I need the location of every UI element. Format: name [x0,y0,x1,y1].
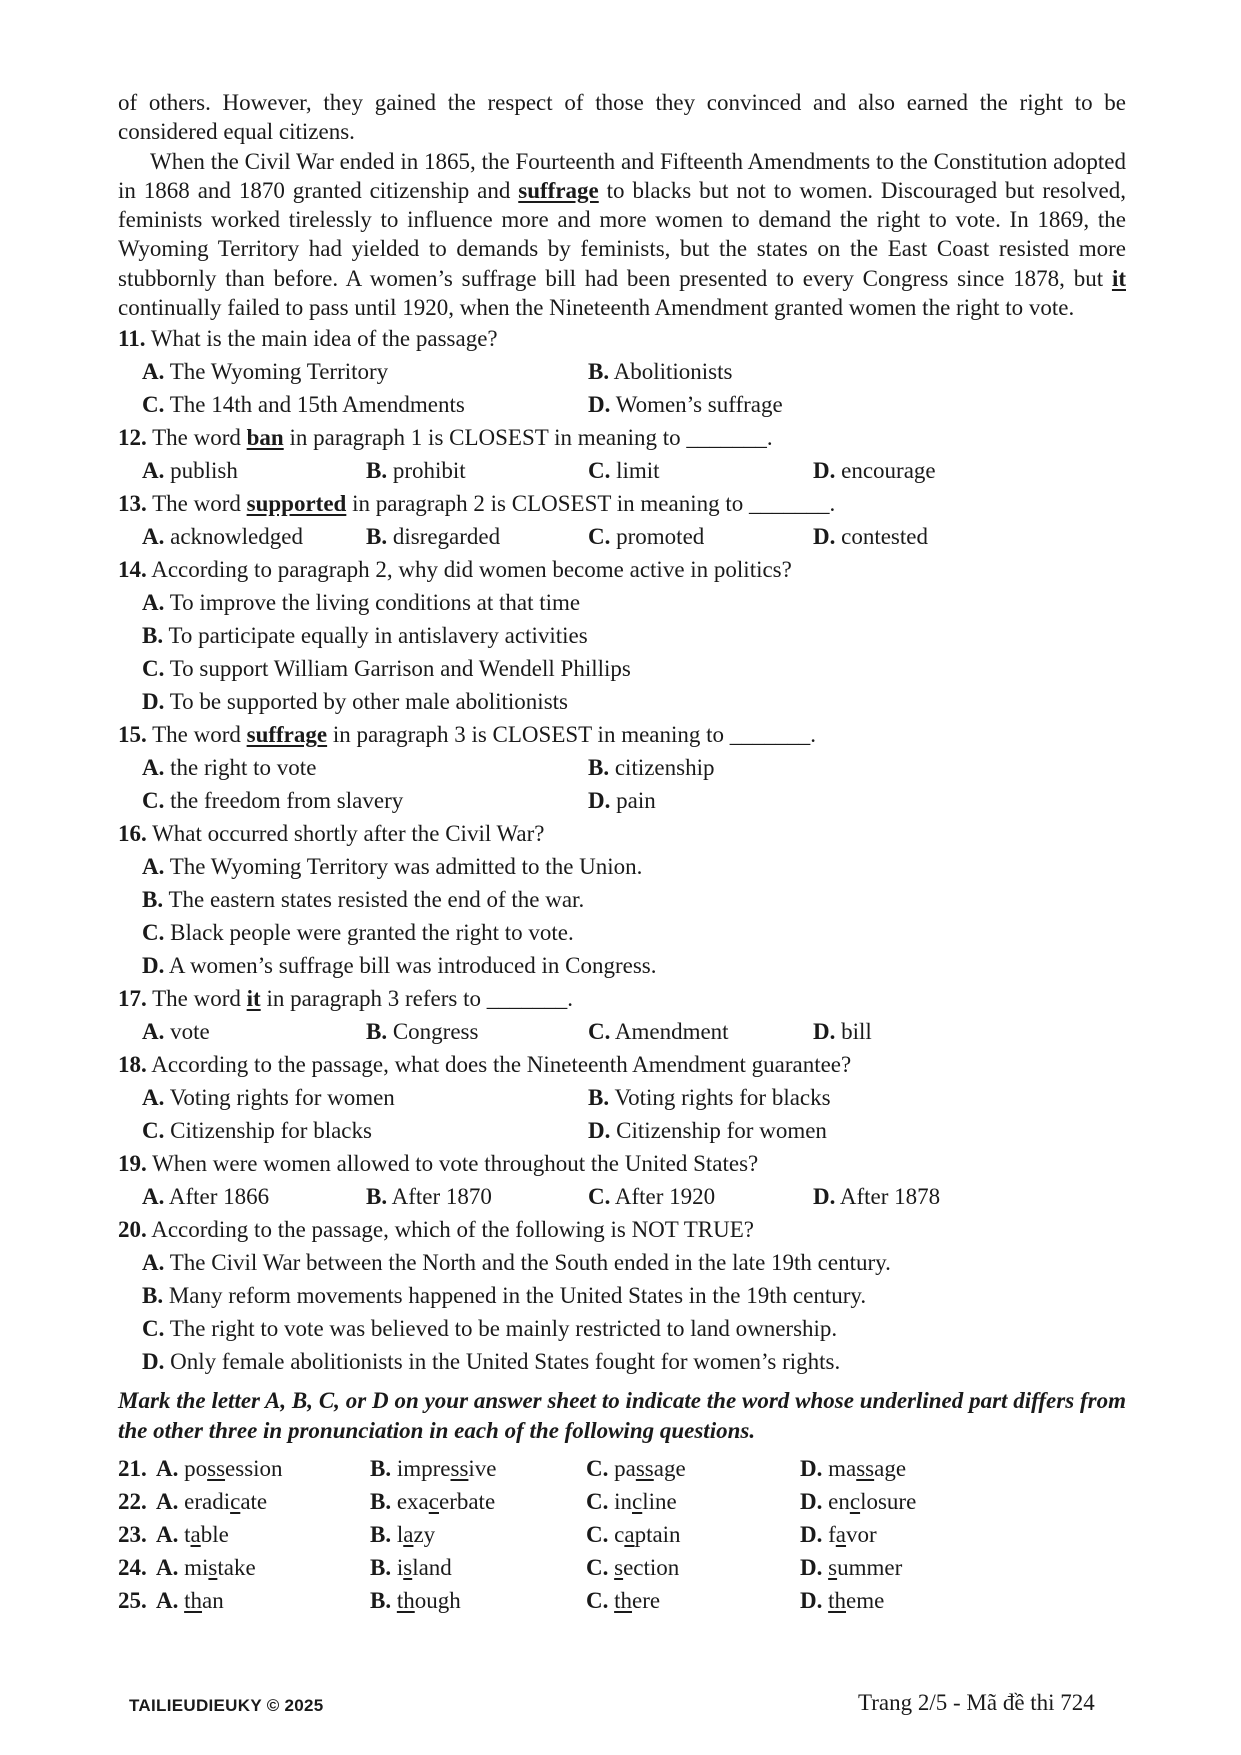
answer-option[interactable] [142,916,574,949]
answer-option[interactable] [800,1584,884,1617]
option-text: To support William Garrison and Wendell Phillips [169,656,631,682]
option-text: the right to vote [170,755,317,781]
answer-option[interactable] [142,883,584,916]
option-text: pain [616,788,656,814]
option-text: contested [841,524,928,550]
answer-option[interactable] [813,1180,940,1213]
option-text: publish [170,458,238,484]
answer-option[interactable] [588,388,783,421]
question-number: 22. [118,1489,147,1515]
answer-option[interactable] [813,454,936,487]
option-row [118,454,1126,487]
option-letter: A. [156,1489,179,1515]
question-number: 20. [118,1217,147,1243]
option-text: limit [616,458,660,484]
word-part: ection [623,1555,680,1581]
option-letter: B. [366,1184,388,1210]
option-letter: A. [156,1555,179,1581]
option-text: The Wyoming Territory [169,359,389,385]
option-letter: D. [800,1489,823,1515]
word-part: impre [396,1456,451,1482]
word-part: ive [468,1456,497,1482]
answer-option[interactable] [813,520,928,553]
option-letter: A. [156,1588,179,1614]
passage-text: continually failed to pass until 1920, when the Nineteenth Amendment granted women the right to vote. [118,295,1075,321]
answer-option[interactable] [366,454,466,487]
option-letter: D. [813,524,836,550]
question-text: in paragraph 3 is CLOSEST in meaning to _______. [327,722,817,748]
option-letter: B. [588,755,610,781]
question-text: The word [152,425,247,451]
question-number: 25. [118,1588,147,1614]
option-text: The right to vote was believed to be mainly restricted to land ownership. [169,1316,838,1342]
underlined-part: a [403,1522,414,1548]
option-letter: C. [142,1118,165,1144]
option-text: Black people were granted the right to vote. [170,920,574,946]
answer-option[interactable] [586,1584,660,1617]
answer-option[interactable] [370,1584,461,1617]
word-part: age [653,1456,686,1482]
word-part: erbate [438,1489,496,1515]
section-instruction: Mark the letter A, B, C, or D on your answer sheet to indicate the word whose underlined part differs from the other three in pronunciation in each of the following questions. [118,1388,1126,1444]
underlined-part: ss [635,1456,654,1482]
option-letter: C. [588,458,611,484]
highlight-word-suffrage: suffrage [518,177,599,203]
option-letter: D. [800,1522,823,1548]
word-part: ession [225,1456,283,1482]
word-part: in [614,1489,633,1515]
word-part: zy [413,1522,436,1548]
option-text: After 1920 [614,1184,716,1210]
question-text: According to the passage, which of the following is NOT TRUE? [151,1217,755,1243]
pronunciation-row [118,1452,1126,1485]
option-text: A women’s suffrage bill was introduced in Congress. [168,953,657,979]
answer-option[interactable] [370,1551,452,1584]
question-number: 18. [118,1052,147,1078]
answer-option[interactable] [142,454,238,487]
passage-paragraph-tail: of others. However, they gained the respect of those they convinced and also earned the right to be considered equal citizens. [118,90,1126,145]
answer-option[interactable] [800,1551,902,1584]
option-letter: C. [142,788,165,814]
exam-page [118,88,1126,1617]
word-part: mi [184,1555,209,1581]
word-part: eradi [184,1489,231,1515]
question-text: The word [152,491,247,517]
answer-option[interactable] [142,619,588,652]
option-text: Voting rights for blacks [614,1085,831,1111]
option-letter: B. [142,1283,164,1309]
word-part: t [184,1522,191,1548]
option-text: To participate equally in antislavery activities [168,623,588,649]
question-number: 16. [118,821,147,847]
answer-option[interactable] [142,850,642,883]
question-number: 15. [118,722,147,748]
word-part: age [874,1456,907,1482]
answer-option[interactable] [800,1485,916,1518]
question-stem [118,487,1126,520]
option-letter: B. [370,1456,392,1482]
option-letter: B. [370,1522,392,1548]
option-letter: C. [588,1019,611,1045]
option-row [118,916,1126,949]
underlined-part: c [849,1489,861,1515]
underlined-part: s [403,1555,413,1581]
option-letter: C. [588,1184,611,1210]
word-part: po [184,1456,208,1482]
option-letter: C. [588,524,611,550]
underlined-part: ss [207,1456,226,1482]
pronunciation-row [118,1551,1126,1584]
underlined-part: th [828,1588,847,1614]
option-letter: D. [142,1349,165,1375]
word-part: ptain [634,1522,681,1548]
answer-option[interactable] [142,949,656,982]
passage-paragraph-3 [118,147,1126,323]
option-text: Congress [392,1019,479,1045]
answer-option[interactable] [142,1279,866,1312]
question-number: 23. [118,1522,147,1548]
option-letter: D. [142,689,165,715]
question-text: What occurred shortly after the Civil War? [152,821,545,847]
option-row [118,388,1126,421]
option-letter: B. [588,1085,610,1111]
option-letter: D. [813,1019,836,1045]
answer-option[interactable] [588,1114,827,1147]
option-text: Amendment [614,1019,729,1045]
answer-option[interactable] [142,355,388,388]
option-letter: B. [366,524,388,550]
word-part: i [396,1555,404,1581]
page-number: Trang 2/5 - Mã đề thi 724 [858,1690,1095,1715]
answer-option[interactable] [588,520,704,553]
answer-option[interactable] [588,1015,729,1048]
answer-option[interactable] [142,1081,395,1114]
answer-option[interactable] [588,1180,715,1213]
option-text: vote [170,1019,210,1045]
option-text: promoted [616,524,705,550]
word-part: c [614,1522,625,1548]
answer-option[interactable] [370,1452,497,1485]
question-keyword: suffrage [246,722,328,748]
question-number: 17. [118,986,147,1012]
question-stem [118,1213,1126,1246]
question-text: in paragraph 2 is CLOSEST in meaning to _______. [346,491,836,517]
answer-option[interactable] [586,1485,677,1518]
question-stem [118,553,1126,586]
answer-option[interactable] [142,784,403,817]
word-part: land [412,1555,452,1581]
underlined-part: c [632,1489,643,1515]
option-letter: A. [142,1085,165,1111]
question-text: in paragraph 3 refers to _______. [260,986,574,1012]
question-text: The word [152,722,247,748]
question-text: The word [152,986,247,1012]
answer-option[interactable] [813,1015,872,1048]
word-part: ummer [837,1555,903,1581]
option-letter: A. [142,854,165,880]
option-letter: B. [370,1555,392,1581]
option-text: acknowledged [170,524,303,550]
option-letter: D. [800,1555,823,1581]
word-part: ere [632,1588,661,1614]
answer-option[interactable] [142,652,631,685]
footer-brand: TAILIEUDIEUKY © 2025 [129,1696,324,1715]
option-text: Abolitionists [613,359,733,385]
option-row [118,1345,1126,1378]
question-number: 24. [118,1555,147,1581]
underlined-part: ss [856,1456,875,1482]
option-row [118,850,1126,883]
option-letter: C. [586,1588,609,1614]
answer-option[interactable] [156,1452,283,1485]
question-stem [118,1048,1126,1081]
answer-option[interactable] [156,1518,229,1551]
answer-option[interactable] [366,1180,492,1213]
option-letter: C. [142,656,165,682]
option-row [118,619,1126,652]
option-letter: C. [586,1489,609,1515]
option-row [118,784,1126,817]
option-letter: B. [370,1588,392,1614]
option-text: After 1878 [839,1184,941,1210]
option-letter: D. [588,788,611,814]
option-row [118,1015,1126,1048]
answer-option[interactable] [142,1246,891,1279]
question-stem [118,817,1126,850]
answer-option[interactable] [142,1114,372,1147]
word-part: an [202,1588,224,1614]
passage-text: to blacks but not to women. Discouraged but resolved, feminists worked tirelessly to influence more and more women to demand the right to vote. In 1869, the Wyoming Territory had yielded to demands by feminists, but the states on the East Coast resisted more stubbornly than before. A women’s suffrage bill had been presented to every Congress since 1878, but [118,177,1126,291]
word-part: exa [396,1489,429,1515]
option-text: disregarded [392,524,501,550]
answer-option[interactable] [586,1518,681,1551]
answer-option[interactable] [370,1485,495,1518]
option-letter: A. [142,1184,165,1210]
underlined-part: s [828,1555,838,1581]
word-part: pa [614,1456,636,1482]
option-row [118,1114,1126,1147]
option-letter: C. [142,1316,165,1342]
option-text: bill [841,1019,872,1045]
option-row [118,1246,1126,1279]
option-text: Many reform movements happened in the United States in the 19th century. [168,1283,867,1309]
question-stem [118,1147,1126,1180]
word-part: eme [846,1588,885,1614]
option-letter: D. [588,1118,611,1144]
option-row [118,883,1126,916]
option-letter: D. [800,1456,823,1482]
question-text: When were women allowed to vote throughout the United States? [152,1151,759,1177]
option-letter: D. [142,953,165,979]
option-row [118,355,1126,388]
answer-option[interactable] [142,586,580,619]
option-row [118,949,1126,982]
word-part: line [642,1489,677,1515]
answer-option[interactable] [588,751,714,784]
option-text: Citizenship for women [616,1118,827,1144]
answer-option[interactable] [366,520,500,553]
question-text: What is the main idea of the passage? [150,326,498,352]
answer-option[interactable] [366,1015,478,1048]
option-text: The Civil War between the North and the South ended in the late 19th century. [169,1250,891,1276]
answer-option[interactable] [156,1485,267,1518]
option-letter: C. [142,392,165,418]
option-row [118,586,1126,619]
question-list [118,322,1126,1378]
highlight-word-it: it [1111,265,1126,291]
option-text: The Wyoming Territory was admitted to the Union. [169,854,643,880]
word-part: en [828,1489,850,1515]
option-letter: B. [366,458,388,484]
answer-option[interactable] [142,388,465,421]
answer-option[interactable] [156,1551,256,1584]
answer-option[interactable] [142,1345,840,1378]
passage-text: When the Civil War ended in 1865, the Fourteenth and Fifteenth Amendments to the Constitution adopted in 1868 and 1870 granted citizenship and [118,148,1126,203]
question-stem [118,718,1126,751]
option-letter: A. [142,359,165,385]
option-letter: C. [142,920,165,946]
option-text: The 14th and 15th Amendments [169,392,465,418]
question-number: 19. [118,1151,147,1177]
option-text: The eastern states resisted the end of the war. [168,887,585,913]
option-text: Voting rights for women [169,1085,395,1111]
question-number: 21. [118,1456,147,1482]
option-letter: A. [142,1019,165,1045]
answer-option[interactable] [142,1180,269,1213]
question-number: 13. [118,491,147,517]
answer-option[interactable] [800,1452,906,1485]
word-part: ma [828,1456,857,1482]
word-part: losure [860,1489,917,1515]
question-text: in paragraph 1 is CLOSEST in meaning to _______. [283,425,773,451]
underlined-part: a [835,1522,847,1548]
question-keyword: supported [246,491,347,517]
option-letter: D. [588,392,611,418]
option-letter: B. [142,623,164,649]
underlined-part: s [208,1555,218,1581]
option-text: After 1866 [168,1184,270,1210]
option-letter: A. [142,590,165,616]
answer-option[interactable] [142,1312,837,1345]
question-stem [118,421,1126,454]
option-text: Citizenship for blacks [170,1118,372,1144]
option-row [118,1081,1126,1114]
question-stem [118,982,1126,1015]
option-text: After 1870 [391,1184,492,1210]
word-part: f [828,1522,836,1548]
word-part: take [217,1555,256,1581]
underlined-part: c [428,1489,439,1515]
pronunciation-row [118,1485,1126,1518]
option-letter: C. [586,1456,609,1482]
pronunciation-row [118,1518,1126,1551]
word-part: ble [200,1522,229,1548]
option-row [118,520,1126,553]
option-text: the freedom from slavery [170,788,404,814]
answer-option[interactable] [142,520,303,553]
pronunciation-list [118,1452,1126,1617]
option-text: citizenship [614,755,715,781]
option-letter: C. [586,1522,609,1548]
option-text: prohibit [392,458,466,484]
answer-option[interactable] [588,784,656,817]
option-letter: A. [156,1522,179,1548]
option-letter: B. [370,1489,392,1515]
option-letter: B. [366,1019,388,1045]
answer-option[interactable] [586,1452,686,1485]
option-letter: A. [156,1456,179,1482]
question-text: According to paragraph 2, why did women become active in politics? [151,557,792,583]
option-letter: B. [588,359,610,385]
answer-option[interactable] [800,1518,877,1551]
word-part: vor [846,1522,877,1548]
option-text: To be supported by other male abolitionists [169,689,568,715]
option-letter: D. [800,1588,823,1614]
question-text: According to the passage, what does the Nineteenth Amendment guarantee? [151,1052,852,1078]
option-text: Only female abolitionists in the United States fought for women’s rights. [170,1349,841,1375]
word-part: ough [414,1588,461,1614]
option-row [118,1180,1126,1213]
underlined-part: th [184,1588,203,1614]
answer-option[interactable] [588,355,732,388]
option-text: encourage [841,458,936,484]
word-part: l [396,1522,404,1548]
underlined-part: c [230,1489,241,1515]
underlined-part: th [614,1588,633,1614]
answer-option[interactable] [586,1551,679,1584]
option-row [118,1312,1126,1345]
option-letter: A. [142,1250,165,1276]
option-letter: C. [586,1555,609,1581]
question-keyword: it [246,986,261,1012]
underlined-part: a [624,1522,635,1548]
answer-option[interactable] [156,1584,224,1617]
pronunciation-row [118,1584,1126,1617]
option-letter: A. [142,458,165,484]
underlined-part: a [190,1522,201,1548]
underlined-part: s [614,1555,624,1581]
answer-option[interactable] [588,454,660,487]
answer-option[interactable] [142,1015,210,1048]
option-row [118,685,1126,718]
answer-option[interactable] [142,751,316,784]
option-text: To improve the living conditions at that time [169,590,581,616]
option-row [118,751,1126,784]
answer-option[interactable] [370,1518,435,1551]
option-row [118,652,1126,685]
answer-option[interactable] [142,685,568,718]
option-letter: A. [142,755,165,781]
answer-option[interactable] [588,1081,831,1114]
question-keyword: ban [246,425,284,451]
option-letter: B. [142,887,164,913]
underlined-part: th [396,1588,415,1614]
underlined-part: ss [450,1456,469,1482]
option-letter: A. [142,524,165,550]
option-letter: D. [813,1184,836,1210]
question-number: 11. [118,326,146,352]
word-part: ate [240,1489,268,1515]
question-number: 12. [118,425,147,451]
option-text: Women’s suffrage [615,392,783,418]
question-stem [118,322,1126,355]
question-number: 14. [118,557,147,583]
option-letter: D. [813,458,836,484]
option-row [118,1279,1126,1312]
